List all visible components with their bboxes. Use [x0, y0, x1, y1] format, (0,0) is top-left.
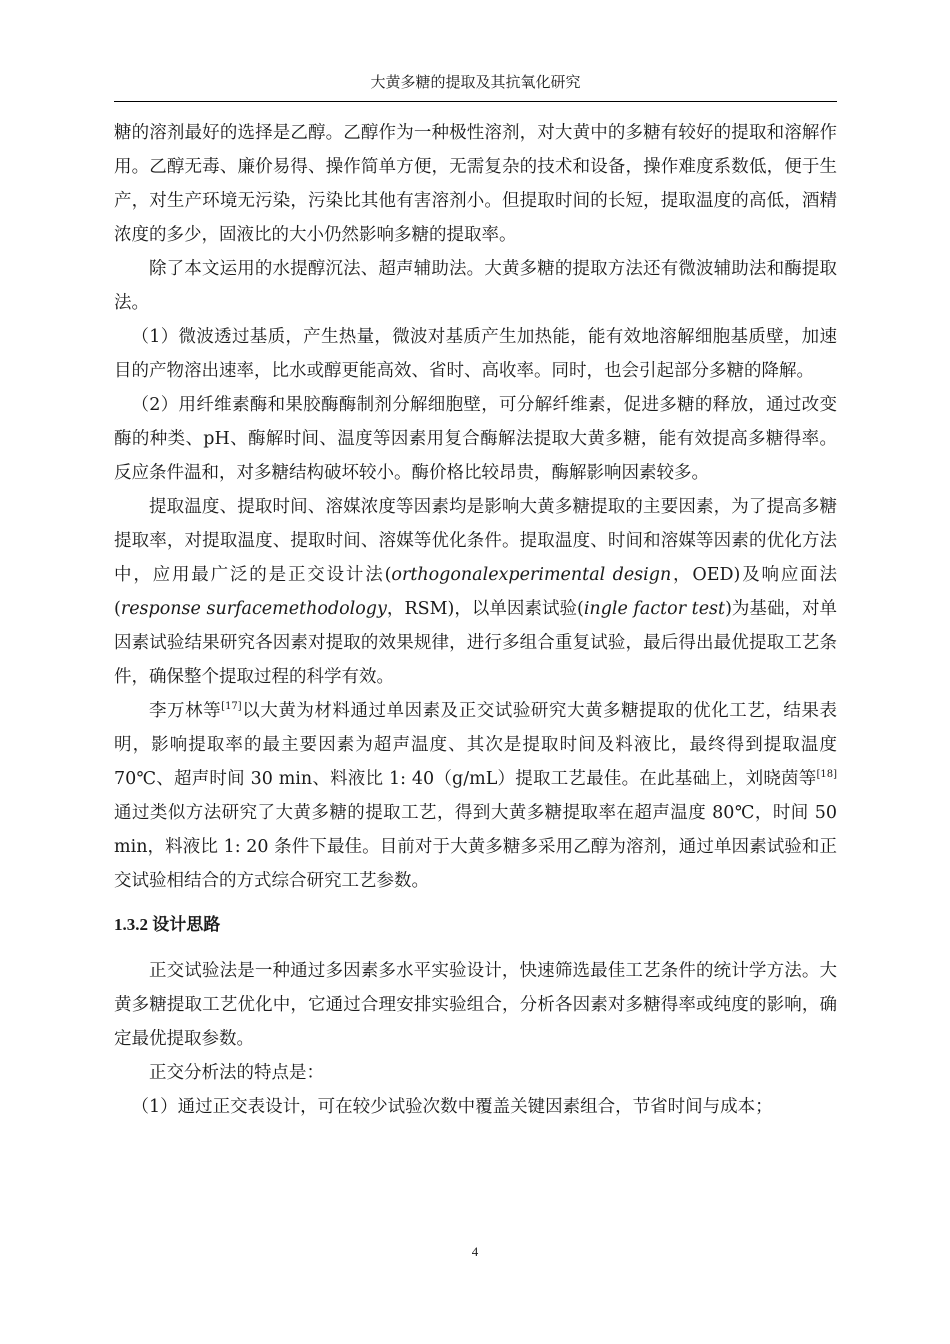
running-header: 大黄多糖的提取及其抗氧化研究: [370, 73, 581, 91]
paragraph-feature-1: （1）通过正交表设计，可在较少试验次数中覆盖关键因素组合，节省时间与成本；: [131, 1097, 773, 1117]
page-number: 4: [471, 1244, 479, 1259]
text-segment: 通过类似方法研究了大黄多糖的提取工艺，得到大黄多糖提取率在超声温度 80℃，时间 50 min，料液比 1: 20 条件下最佳。目前对于大黄多糖多采用乙醇为溶剂，通过单因素试验和正交试验相结合的方式综合研究工艺参数。: [114, 803, 837, 891]
text-segment: ，OED)及响应面法(: [114, 565, 838, 619]
italic-term: ingle factor test: [583, 599, 726, 619]
paragraph-literature: [114, 694, 837, 898]
text-segment: 以大黄为材料通过单因素及正交试验研究大黄多糖提取的优化工艺，结果表明，影响提取率的最主要因素为超声温度、其次是提取时间及料液比，最终得到提取温度 70℃、超声时间 30 min、料液比 1: 40（g/mL）提取工艺最佳。在此基础上，刘晓茵等: [114, 701, 838, 789]
paragraph-solvent: 糖的溶剂最好的选择是乙醇。乙醇作为一种极性溶剂，对大黄中的多糖有较好的提取和溶解作用。乙醇无毒、廉价易得、操作简单方便，无需复杂的技术和设备，操作难度系数低，便于生产，对生产环境无污染，污染比其他有害溶剂小。但提取时间的长短，提取温度的高低，酒精浓度的多少，固液比的大小仍然影响多糖的提取率。: [114, 123, 837, 245]
italic-term: orthogonalexperimental design: [391, 565, 672, 585]
text-segment: )为基础，对单因素试验结果研究各因素对提取的效果规律，进行多组合重复试验，最后得出最优提取工艺条件，确保整个提取过程的科学有效。: [114, 599, 837, 687]
paragraph-orthogonal: 正交试验法是一种通过多因素多水平实验设计，快速筛选最佳工艺条件的统计学方法。大黄多糖提取工艺优化中，它通过合理安排实验组合，分析各因素对多糖得率或纯度的影响，确定最优提取参数。: [114, 961, 837, 1049]
paragraph-microwave: （1）微波透过基质，产生热量，微波对基质产生加热能，能有效地溶解细胞基质壁，加速目的产物溶出速率，比水或醇更能高效、省时、高收率。同时，也会引起部分多糖的降解。: [114, 327, 837, 381]
paragraph-enzyme: （2）用纤维素酶和果胶酶酶制剂分解细胞壁，可分解纤维素，促进多糖的释放，通过改变酶的种类、pH、酶解时间、温度等因素用复合酶解法提取大黄多糖，能有效提高多糖得率。反应条件温和，对多糖结构破坏较小。酶价格比较昂贵，酶解影响因素较多。: [114, 395, 837, 483]
paragraph-optimization: [114, 490, 837, 694]
text-segment: 提取温度、提取时间、溶媒浓度等因素均是影响大黄多糖提取的主要因素，为了提高多糖提取率，对提取温度、提取时间、溶媒等优化条件。提取温度、时间和溶媒等因素的优化方法中，应用最广泛的是正交设计法(: [114, 497, 837, 585]
citation-ref: [17]: [221, 701, 242, 713]
paragraph-methods: 除了本文运用的水提醇沉法、超声辅助法。大黄多糖的提取方法还有微波辅助法和酶提取法。: [114, 259, 837, 313]
section-heading: 1.3.2 设计思路: [114, 915, 221, 934]
paragraph-features-intro: 正交分析法的特点是：: [149, 1063, 324, 1083]
body-text: [114, 116, 837, 1124]
header-rule: [114, 101, 837, 102]
text-segment: ，RSM)，以单因素试验(: [386, 599, 584, 619]
italic-term: response surfacemethodology: [120, 599, 387, 619]
text-segment: 李万林等: [149, 701, 222, 721]
citation-ref: [18]: [816, 769, 837, 781]
